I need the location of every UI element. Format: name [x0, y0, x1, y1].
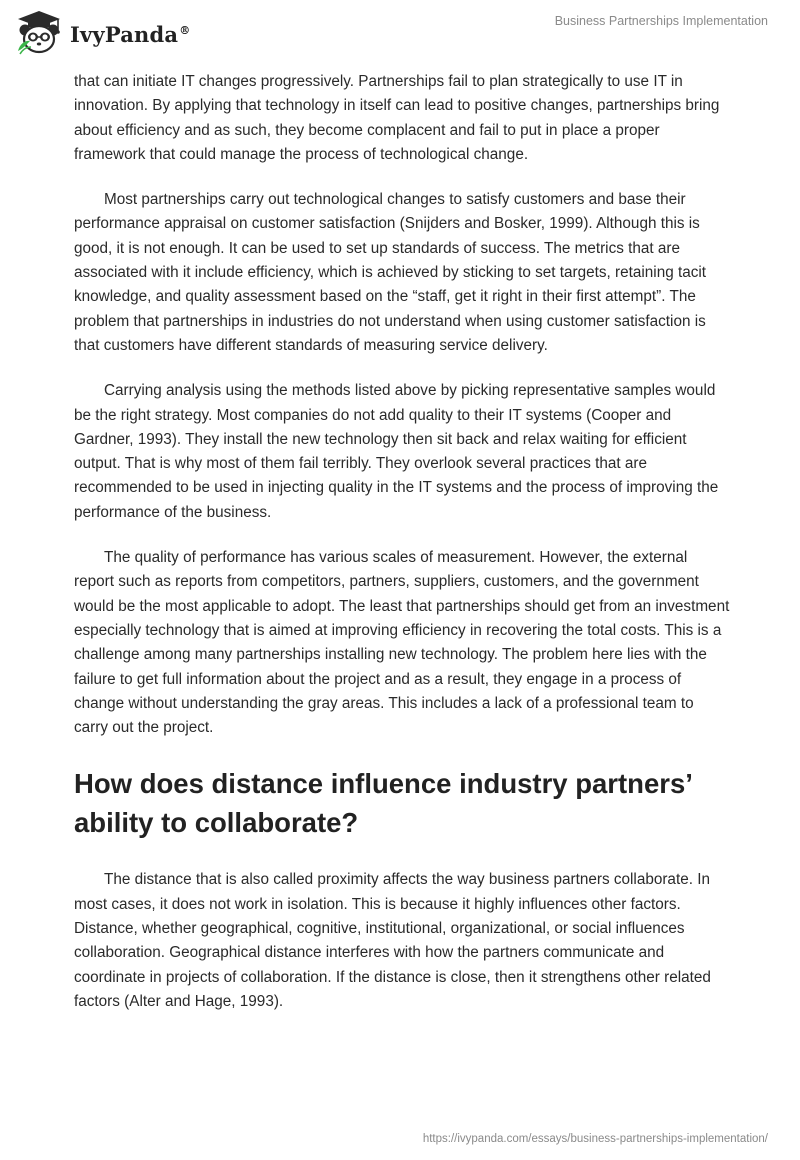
document-title: Business Partnerships Implementation	[554, 14, 768, 28]
paragraph: Most partnerships carry out technological changes to satisfy customers and base their performance appraisal on customer satisfaction (Snijders and Bosker, 1999). Although this is good, it is not enough. It can be used to set up standards of success. The metrics that are associated with it include efficiency, which is achieved by sticking to set targets, retaining tacit knowledge, and quality assessment based on the “staff, get it right in their first attempt”. The problem that partnerships in industries do not understand when using customer satisfaction is that customers have different standards of measuring service delivery.	[74, 191, 707, 354]
brand-name	[70, 22, 190, 47]
paragraph: The distance that is also called proximity affects the way business partners collaborate. In most cases, it does not work in isolation. This is because it highly influences other factors. Distance, whether geographical, cognitive, institutional, organizational, or social influences collaboration. Geographical distance interferes with how the partners communicate and coordinate in projects of collaboration. If the distance is close, then it strengthens other related factors (Alter and Hage, 1993).	[74, 871, 711, 1010]
paragraph: Carrying analysis using the methods listed above by picking representative samples would be the right strategy. Most companies do not add quality to their IT systems (Cooper and Gardner, 1993). They install the new technology then sit back and relax waiting for efficient output. That is why most of them fail terribly. They overlook several practices that are recommended to be used in injecting quality in the IT systems and the process of improving the performance of the business.	[74, 382, 719, 521]
registered-mark: ®	[179, 23, 191, 37]
paragraph: that can initiate IT changes progressively. Partnerships fail to plan strategically to use IT in innovation. By applying that technology in itself can lead to positive changes, partnerships bring about efficiency and as such, they become complacent and fail to put in place a proper framework that could manage the process of technological change.	[74, 73, 720, 163]
panda-graduate-icon	[14, 9, 64, 55]
section-heading: How does distance influence industry partners’ ability to collaborate?	[74, 768, 692, 839]
brand-name-text: IvyPanda	[70, 21, 179, 47]
article-body	[74, 70, 730, 1035]
source-url[interactable]: https://ivypanda.com/essays/business-partnerships-implementation/	[422, 1133, 768, 1145]
paragraph: The quality of performance has various scales of measurement. However, the external report such as reports from competitors, partners, suppliers, customers, and the government would be the most applicable to adopt. The least that partnerships should get from an investment especially technology that is aimed at improving efficiency in recovering the total costs. This is a challenge among many partnerships installing new technology. The problem here lies with the failure to get full information about the project and as a result, they engage in a process of change without understanding the gray areas. This includes a lack of a professional team to carry out the project.	[74, 549, 730, 737]
ivypanda-logo[interactable]	[14, 8, 194, 56]
page-header	[0, 0, 800, 60]
